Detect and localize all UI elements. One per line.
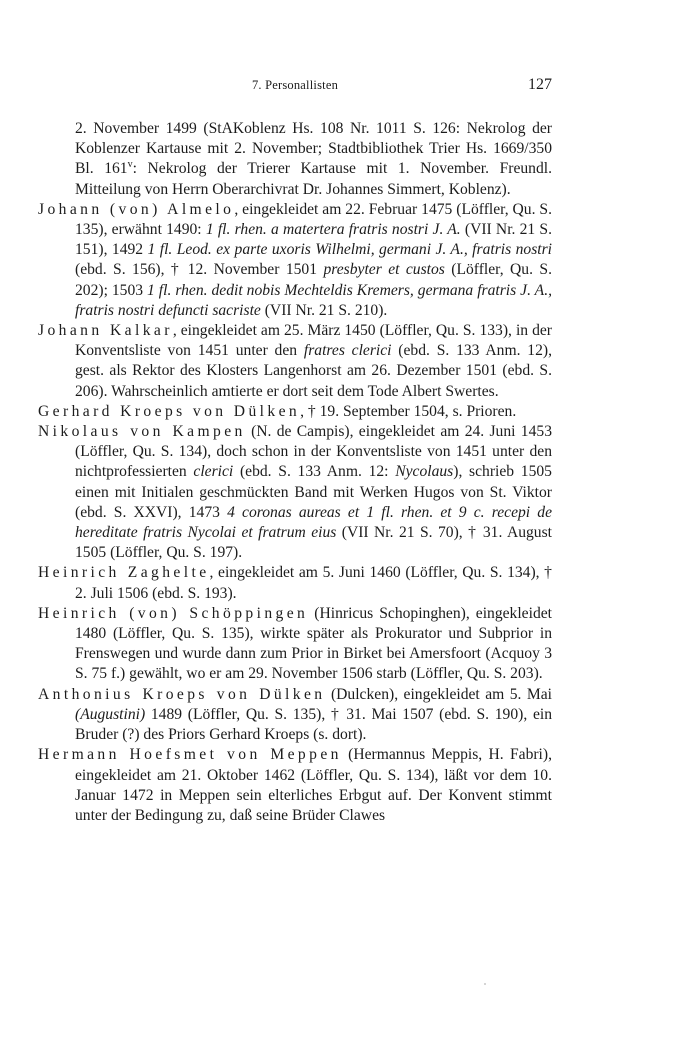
latin-quote: presbyter et custos (323, 261, 445, 279)
person-name: Heinrich Zaghelte (38, 564, 210, 582)
latin-quote: 1 fl. Leod. ex parte uxoris Wilhelmi, germani J. A., fratris nostri (147, 241, 552, 259)
latin-quote: 1 fl. rhen. dedit nobis Mechteldis Kremers, germana fratris J. A., fratris nostri defuncti sacriste (75, 281, 552, 319)
entry-text: : Nekrolog der Trierer Kartause mit 1. November. Freundl. Mitteilung von Herrn Oberarchivrat Dr. Johannes Simmert, Koblenz). (75, 160, 552, 198)
person-name: Nikolaus von Kampen (38, 423, 246, 441)
list-entry (38, 685, 552, 746)
person-name: Hermann Hoefsmet von Meppen (38, 746, 342, 764)
latin-quote: Nycolaus (395, 463, 454, 481)
list-entry (38, 422, 552, 563)
entry-text: (VII Nr. 21 S. 210). (260, 301, 388, 319)
entry-text: (VII Nr. 21 S. 70), † 31. August 1505 (Löffler, Qu. S. 197). (75, 524, 552, 562)
entry-text: 1489 (Löffler, Qu. S. 135), † 31. Mai 1507 (ebd. S. 190), ein Bruder (?) des Priors Gerhard Kroeps (s. dort). (75, 705, 552, 744)
entry-text: (N. de Campis), eingekleidet am 24. Juni 1453 (Löffler, Qu. S. 134), doch schon in der Konventsliste von 1451 unter den nichtprofessierten (75, 423, 552, 481)
entry-continuation (38, 119, 552, 200)
entry-text: (Dulcken), eingekleidet am 5. Mai (325, 685, 553, 703)
list-entry (38, 745, 552, 826)
entry-text: , eingekleidet am 5. Juni 1460 (Löffler, Qu. S. 134), † 2. Juli 1506 (ebd. S. 193). (75, 564, 552, 602)
latin-quote: (Augustini) (75, 705, 146, 723)
entry-text: (Löffler, Qu. S. 202); 1503 (75, 261, 552, 299)
person-name: Gerhard Kroeps von Dülken (38, 402, 301, 420)
entry-text: (ebd. S. 156), † 12. November 1501 (75, 261, 324, 279)
entry-text: 2. November 1499 (StAKoblenz Hs. 108 Nr. 1011 S. 126: Nekrolog der Koblenzer Kartause mit 2. November; Stadtbibliothek Trier Hs. 1669/350 Bl. 161 (75, 120, 552, 178)
list-entry (38, 604, 552, 685)
latin-quote: 4 coronas aureas et 1 fl. rhen. et 9 c. recepi de hereditate fratris Nycolai et fratrum eius (75, 503, 552, 542)
latin-quote: 1 fl. rhen. a matertera fratris nostri J. A. (205, 221, 461, 239)
running-head: 7. Personallisten (251, 78, 339, 92)
paper-speck (484, 983, 486, 985)
entry-text: (ebd. S. 133 Anm. 12: (233, 463, 396, 481)
list-entry (38, 563, 552, 603)
entry-text: , † 19. September 1504, s. Prioren. (300, 402, 517, 420)
entry-text: , eingekleidet am 22. Februar 1475 (Löffler, Qu. S. 135), erwähnt 1490: (75, 200, 552, 239)
latin-quote: fratres clerici (303, 342, 392, 360)
entry-text: (ebd. S. 133 Anm. 12), gest. als Rektor des Klosters Langenhorst am 26. Dezember 1501 (ebd. S. 206). Wahrscheinlich amtierte er dort seit dem Tode Albert Swertes. (75, 342, 552, 400)
list-entry (38, 402, 552, 422)
entry-text: (VII Nr. 21 S. 151), 1492 (75, 221, 552, 259)
person-name: Johann Kalkar (38, 322, 173, 340)
person-name: Anthonius Kroeps von Dülken (38, 685, 326, 703)
list-entry (38, 200, 552, 321)
entry-text: (Hinricus Schopinghen), eingekleidet 1480 (Löffler, Qu. S. 135), wirkte später als Prokurator und Subprior in Frenswegen und wurde dann zum Prior in Birket bei Amersfoort (Acquoy 3 S. 75 f.) gewählt, wo er am 29. November 1506 starb (Löffler, Qu. S. 203). (75, 604, 552, 683)
page-number: 127 (528, 76, 552, 93)
page-header (38, 78, 552, 98)
entry-text: ), schrieb 1505 einen mit Initialen geschmückten Band mit Werken Hugos von St. Viktor (ebd. S. XXVI), 1473 (75, 463, 552, 521)
personnel-list (38, 119, 552, 826)
superscript: v (127, 159, 133, 171)
latin-quote: clerici (193, 463, 234, 481)
person-name: Heinrich (von) Schöppingen (38, 604, 309, 622)
person-name: Johann (von) Almelo (38, 200, 235, 218)
entry-text: , eingekleidet am 25. März 1450 (Löffler, Qu. S. 133), in der Konventsliste von 1451 unter den (75, 322, 552, 360)
list-entry (38, 321, 552, 402)
entry-text: (Hermannus Meppis, H. Fabri), eingekleidet am 21. Oktober 1462 (Löffler, Qu. S. 134), läßt vor dem 10. Januar 1472 in Meppen sein elterliches Erbgut auf. Der Konvent stimmt unter der Bedingung zu, daß seine Brüder Clawes (75, 746, 552, 824)
